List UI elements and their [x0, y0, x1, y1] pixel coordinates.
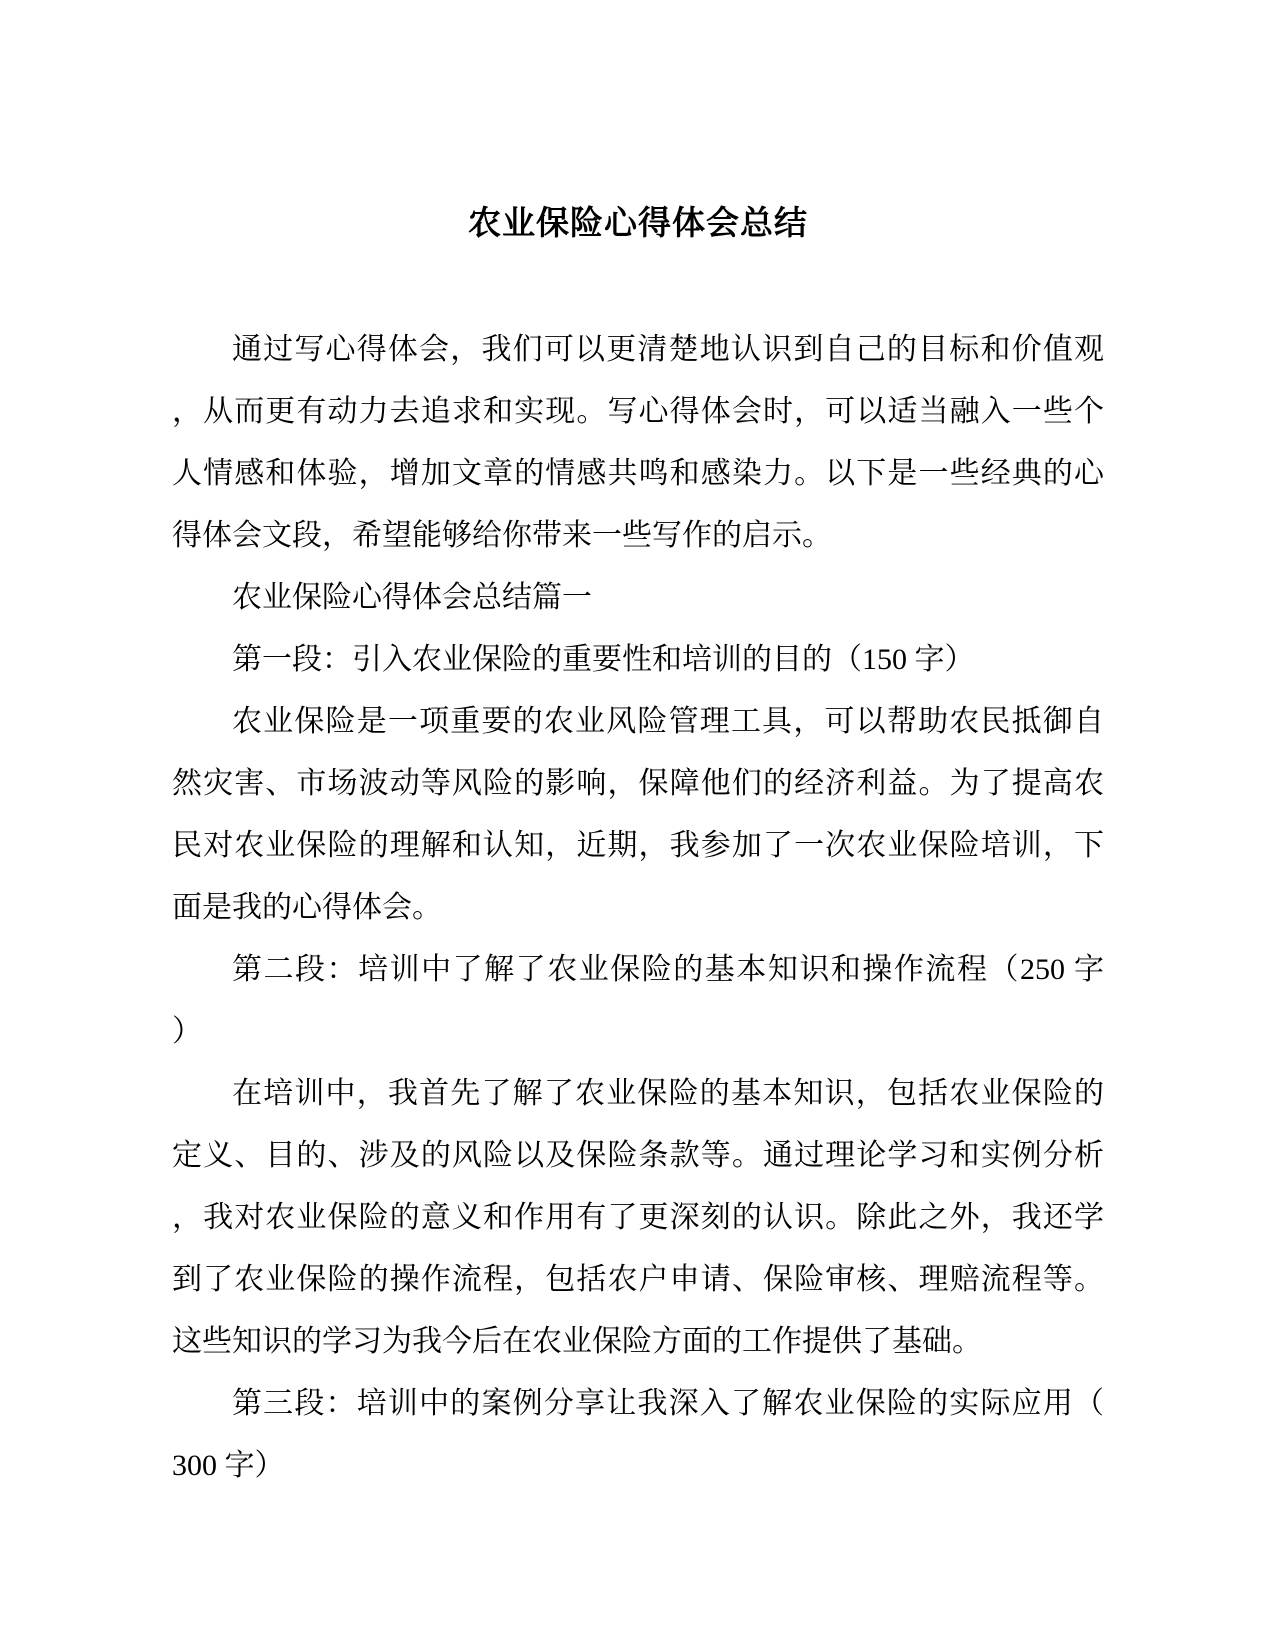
text-line: 300 字）	[172, 1449, 285, 1482]
text-line: ，我对农业保险的意义和作用有了更深刻的认识。除此之外，我还学	[172, 1201, 1104, 1234]
text-line: 然灾害、市场波动等风险的影响，保障他们的经济利益。为了提高农	[172, 767, 1104, 800]
paragraph	[172, 939, 1104, 1063]
text-line: 在培训中，我首先了解了农业保险的基本知识，包括农业保险的	[232, 1077, 1104, 1110]
text-line: 面是我的心得体会。	[172, 891, 442, 924]
text-line: 农业保险心得体会总结篇一	[232, 581, 592, 614]
text-line: ，从而更有动力去追求和实现。写心得体会时，可以适当融入一些个	[172, 395, 1104, 428]
paragraph	[172, 567, 1104, 629]
text-line: 民对农业保险的理解和认知，近期，我参加了一次农业保险培训，下	[172, 829, 1104, 862]
paragraph	[172, 1373, 1104, 1497]
text-line: 第三段：培训中的案例分享让我深入了解农业保险的实际应用（	[232, 1387, 1104, 1420]
text-line: ）	[172, 1015, 202, 1048]
text-line: 农业保险是一项重要的农业风险管理工具，可以帮助农民抵御自	[232, 705, 1104, 738]
text-line: 到了农业保险的操作流程，包括农户申请、保险审核、理赔流程等。	[172, 1263, 1104, 1296]
text-line: 人情感和体验，增加文章的情感共鸣和感染力。以下是一些经典的心	[172, 457, 1104, 490]
text-line: 第一段：引入农业保险的重要性和培训的目的（150 字）	[232, 643, 975, 676]
paragraph	[172, 1063, 1104, 1373]
paragraph	[172, 629, 1104, 691]
text-line: 得体会文段，希望能够给你带来一些写作的启示。	[172, 519, 832, 552]
text-line: 通过写心得体会，我们可以更清楚地认识到自己的目标和价值观	[232, 333, 1104, 366]
text-line: 定义、目的、涉及的风险以及保险条款等。通过理论学习和实例分析	[172, 1139, 1104, 1172]
paragraph	[172, 319, 1104, 567]
document-body	[172, 319, 1104, 1497]
text-line: 第二段：培训中了解了农业保险的基本知识和操作流程（250 字	[232, 953, 1104, 986]
paragraph	[172, 691, 1104, 939]
document-title: 农业保险心得体会总结	[468, 204, 808, 241]
text-line: 这些知识的学习为我今后在农业保险方面的工作提供了基础。	[172, 1325, 982, 1358]
